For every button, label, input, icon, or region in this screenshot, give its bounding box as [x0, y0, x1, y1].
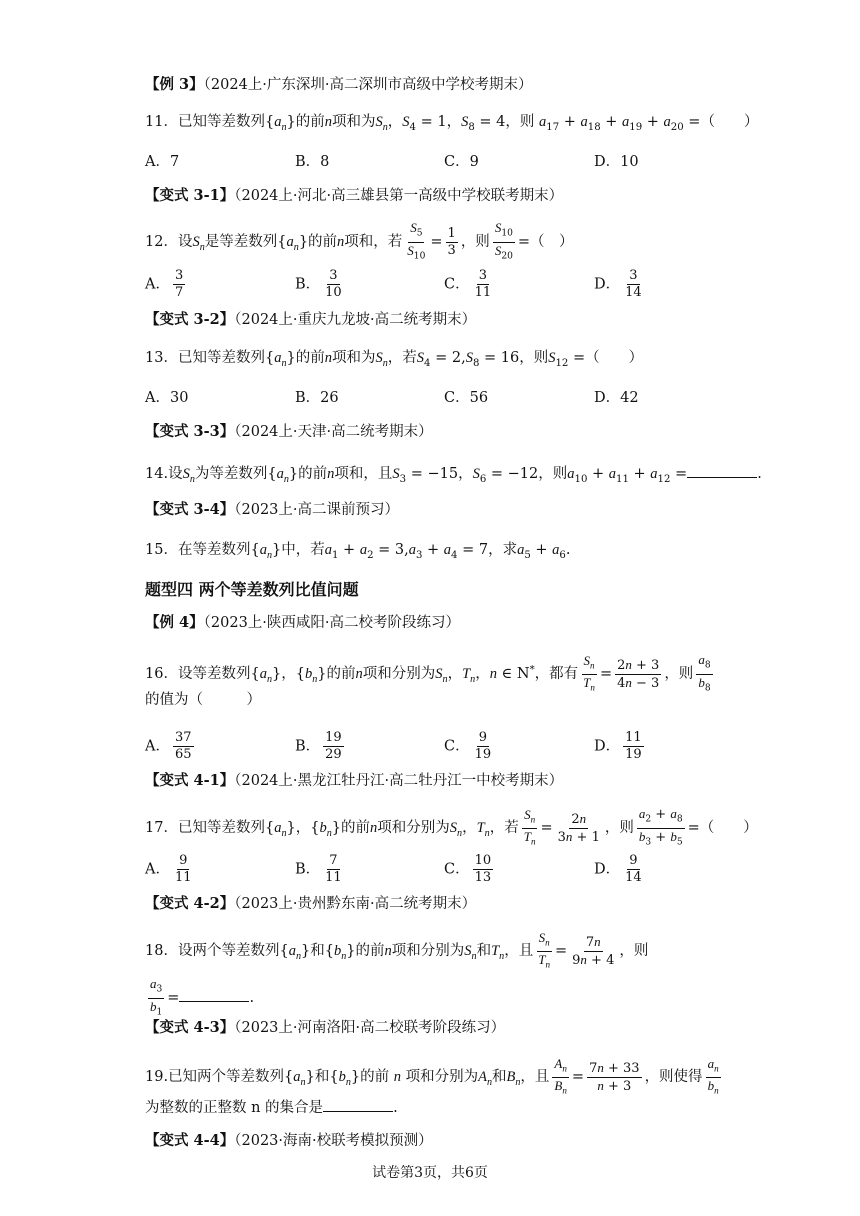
q12-option-a: A． $\frac{3}{7}$ — [145, 268, 184, 300]
source-variant-3-4: 【变式 3-4】（2023上·高二课前预习） — [145, 501, 400, 518]
q12-option-d: D． $\frac{3}{14}$ — [594, 268, 642, 300]
question-19-line2: 为整数的正整数 n 的集合是 . — [145, 1097, 398, 1118]
question-16: 16．设等差数列$\{a_n\}$，$\{b_n\}$的前n项和分别为$S_n$，$T_n$，n ∈ N*，都有 $\frac{S_n}{T_n}$ = $\frac{2n + 3}{4n - 3}$ ，则 $\frac{a_8}{b_8}$ — [145, 652, 711, 694]
q16-option-d: D． $\frac{11}{19}$ — [594, 730, 642, 762]
q17-option-a: A． $\frac{9}{11}$ — [145, 853, 192, 885]
source-variant-4-3: 【变式 4-3】（2023上·河南洛阳·高二校联考阶段练习） — [145, 1019, 506, 1036]
q11-option-a: A．7 — [145, 154, 180, 170]
q11-option-b: B．8 — [295, 154, 330, 170]
source-variant-3-2: 【变式 3-2】（2024上·重庆九龙坡·高二统考期末） — [145, 311, 477, 328]
q12-option-c: C． $\frac{3}{11}$ — [444, 268, 492, 300]
q12-option-b: B． $\frac{3}{10}$ — [295, 268, 342, 300]
q11-option-c: C．9 — [444, 154, 479, 170]
source-variant-4-2: 【变式 4-2】（2023上·贵州黔东南·高二统考期末） — [145, 895, 477, 912]
question-11: 11．已知等差数列$\{a_n\}$的前n项和为$S_n$，$S_4 = 1$，$S_8 = 4$，则 $a_{17} + a_{18} + a_{19} + a_{20}$ =（ ） — [145, 114, 759, 133]
source-variant-3-3: 【变式 3-3】（2024上·天津·高二统考期末） — [145, 423, 433, 440]
q13-option-c: C．56 — [444, 390, 489, 406]
question-18-line2: $\frac{a_3}{b_1}$ = . — [150, 976, 255, 1018]
question-16-line2: 的值为（ ） — [145, 692, 261, 708]
source-variant-4-4: 【变式 4-4】（2023·海南·校联考模拟预测） — [145, 1132, 433, 1149]
question-12: 12．设$S_n$是等差数列$\{a_n\}$的前n项和，若 $\frac{S_5}{S_{10}}$ = $\frac{1}{3}$ ，则 $\frac{S_{10}}{S_{20}}$ =（ ） — [145, 220, 574, 262]
q13-option-b: B．26 — [295, 390, 339, 406]
q16-option-a: A． $\frac{37}{65}$ — [145, 730, 192, 762]
source-variant-3-1: 【变式 3-1】（2024上·河北·高三雄县第一高级中学校联考期末） — [145, 187, 564, 204]
question-14: 14.设$S_n$为等差数列$\{a_n\}$的前n项和，且$S_3 = -15$，$S_6 = -12$，则$a_{10} + a_{11} + a_{12}$ = . — [145, 463, 762, 490]
page-footer: 试卷第3页，共6页 — [372, 1165, 488, 1181]
question-19: 19.已知两个等差数列$\{a_n\}$和$\{b_n\}$的前 n 项和分别为$A_n$和$B_n$，且 $\frac{A_n}{B_n}$ = $\frac{7n + 33}{n + 3}$ ，则使得 $\frac{a_n}{b_n}$ — [145, 1056, 719, 1096]
question-18: 18．设两个等差数列$\{a_n\}$和$\{b_n\}$的前n项和分别为$S_n$和$T_n$，且 $\frac{S_n}{T_n}$ = $\frac{7n}{9n + 4}$ ，则 — [145, 930, 649, 970]
section-title: 题型四 两个等差数列比值问题 — [145, 580, 359, 599]
q17-option-d: D． $\frac{9}{14}$ — [594, 853, 642, 885]
source-variant-4-1: 【变式 4-1】（2024上·黑龙江牡丹江·高二牡丹江一中校考期末） — [145, 772, 564, 789]
q13-option-d: D．42 — [594, 390, 639, 406]
source-example-4: 【例 4】（2023上·陕西咸阳·高二校考阶段练习） — [145, 614, 461, 631]
q13-option-a: A．30 — [145, 390, 189, 406]
source-example-3: 【例 3】（2024上·广东深圳·高二深圳市高级中学校考期末） — [145, 76, 533, 93]
q17-option-c: C． $\frac{10}{13}$ — [444, 853, 492, 885]
q16-option-b: B． $\frac{19}{29}$ — [295, 730, 342, 762]
q17-option-b: B． $\frac{7}{11}$ — [295, 853, 342, 885]
q16-option-c: C． $\frac{9}{19}$ — [444, 730, 492, 762]
question-15: 15．在等差数列$\{a_n\}$中，若$a_1 + a_2 = 3,a_3 + a_4 = 7$，求$a_5 + a_6$. — [145, 542, 571, 561]
question-17: 17．已知等差数列$\{a_n\}$，$\{b_n\}$的前n项和分别为$S_n$，$T_n$，若 $\frac{S_n}{T_n}$ = $\frac{2n}{3n + 1}$ ，则 $\frac{a_2 + a_8}{b_3 + b_5}$ =（ ） — [145, 806, 758, 848]
question-13: 13．已知等差数列$\{a_n\}$的前n项和为$S_n$，若$S_4 = 2,S_8 = 16$，则$S_{12}$ =（ ） — [145, 350, 644, 369]
q11-option-d: D．10 — [594, 154, 639, 170]
